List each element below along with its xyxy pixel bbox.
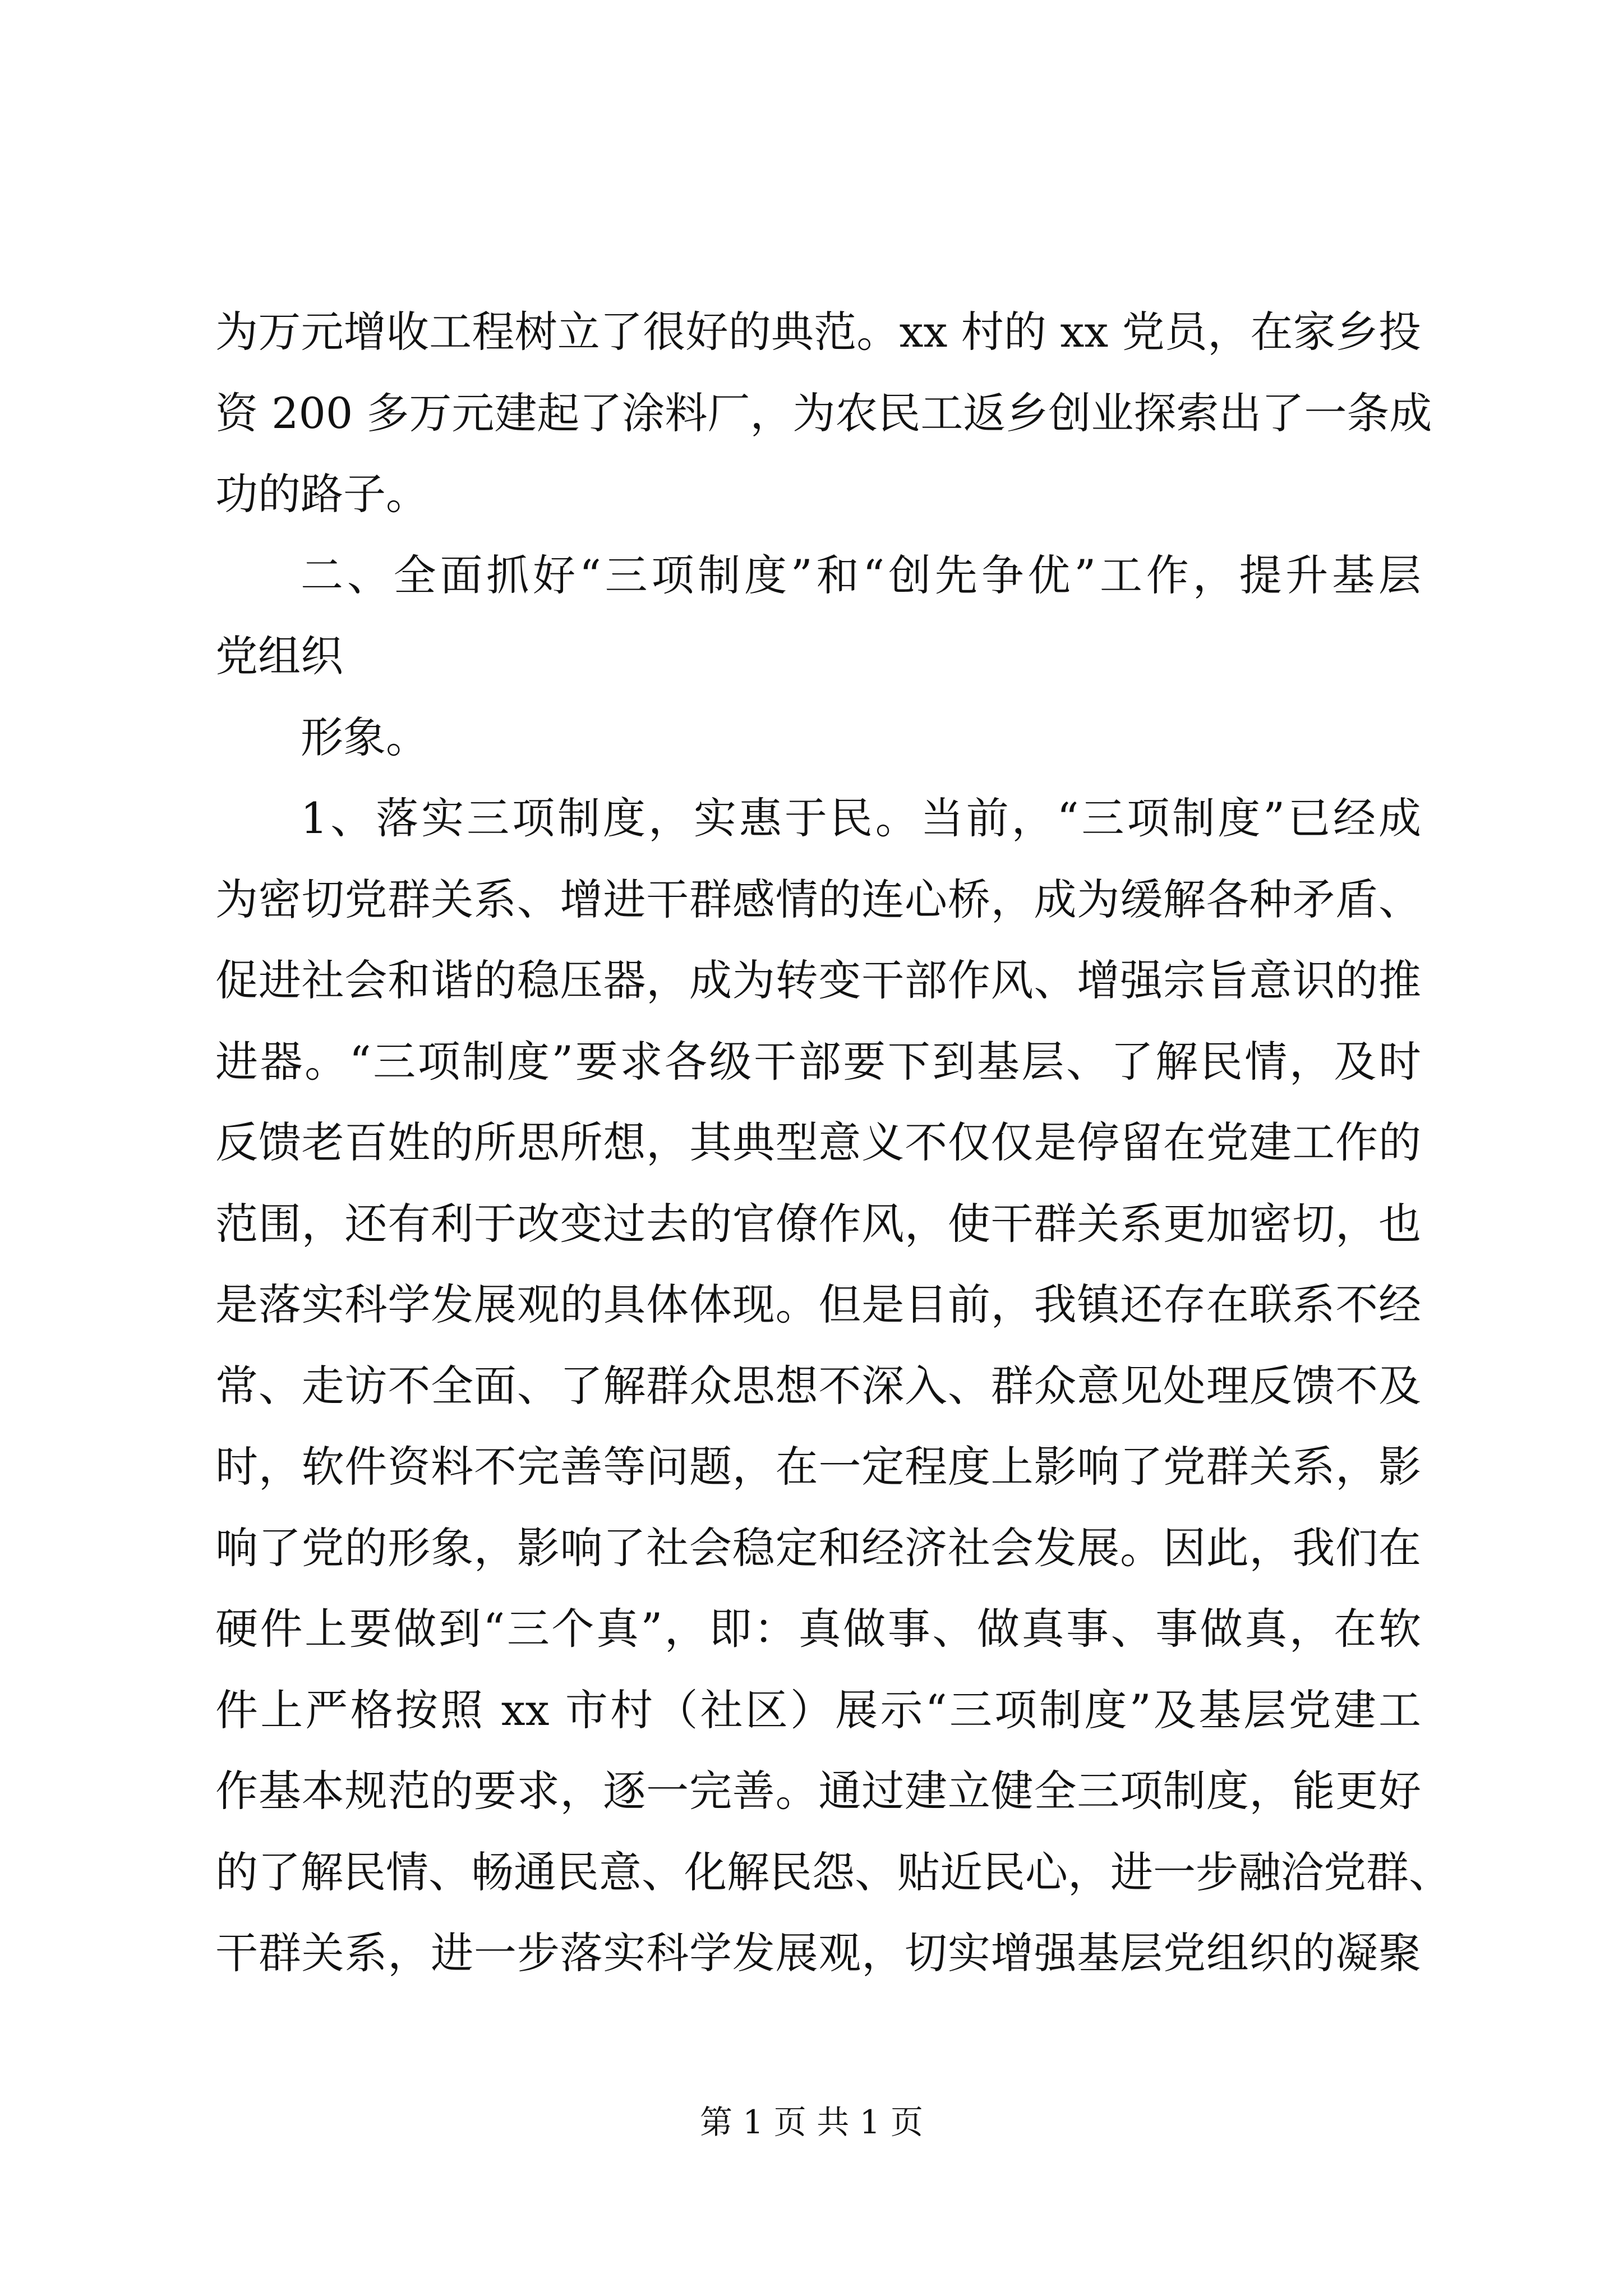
text-line: 进器。“三项制度”要求各级干部要下到基层、了解民情，及时 (215, 1036, 1421, 1087)
text-line: 硬件上要做到“三个真”，即：真做事、做真事、事做真，在软 (215, 1604, 1421, 1654)
text-line: 范围，还有利于改变过去的官僚作风，使干群关系更加密切，也 (215, 1198, 1421, 1249)
text-line: 1、落实三项制度，实惠于民。当前，“三项制度”已经成 (301, 793, 1421, 843)
text-line: 形象。 (301, 712, 428, 762)
text-line: 二、全面抓好“三项制度”和“创先争优”工作，提升基层 (301, 550, 1421, 600)
text-line: 为密切党群关系、增进干群感情的连心桥，成为缓解各种矛盾、 (215, 874, 1421, 924)
text-line: 功的路子。 (215, 469, 428, 519)
text-line: 作基本规范的要求，逐一完善。通过建立健全三项制度，能更好 (215, 1766, 1421, 1816)
text-line: 响了党的形象，影响了社会稳定和经济社会发展。因此，我们在 (215, 1522, 1421, 1573)
text-line: 为万元增收工程树立了很好的典范。xx 村的 xx 党员，在家乡投 (215, 307, 1421, 357)
text-line: 常、走访不全面、了解群众思想不深入、群众意见处理反馈不及 (215, 1360, 1421, 1411)
text-line: 时，软件资料不完善等问题，在一定程度上影响了党群关系，影 (215, 1442, 1421, 1492)
text-line: 促进社会和谐的稳压器，成为转变干部作风、增强宗旨意识的推 (215, 955, 1421, 1005)
page-footer: 第 1 页 共 1 页 (700, 2103, 923, 2141)
text-line: 的了解民情、畅通民意、化解民怨、贴近民心，进一步融洽党群、 (215, 1847, 1451, 1897)
text-line: 反馈老百姓的所思所想，其典型意义不仅仅是停留在党建工作的 (215, 1117, 1421, 1167)
text-line: 干群关系，进一步落实科学发展观，切实增强基层党组织的凝聚 (215, 1928, 1421, 1978)
text-line: 件上严格按照 xx 市村（社区）展示“三项制度”及基层党建工 (215, 1685, 1421, 1735)
document-body (215, 292, 1451, 1994)
text-line: 资 200 多万元建起了涂料厂，为农民工返乡创业探索出了一条成 (215, 388, 1432, 438)
text-line: 党组织 (215, 631, 343, 681)
text-line: 是落实科学发展观的具体体现。但是目前，我镇还存在联系不经 (215, 1280, 1421, 1329)
